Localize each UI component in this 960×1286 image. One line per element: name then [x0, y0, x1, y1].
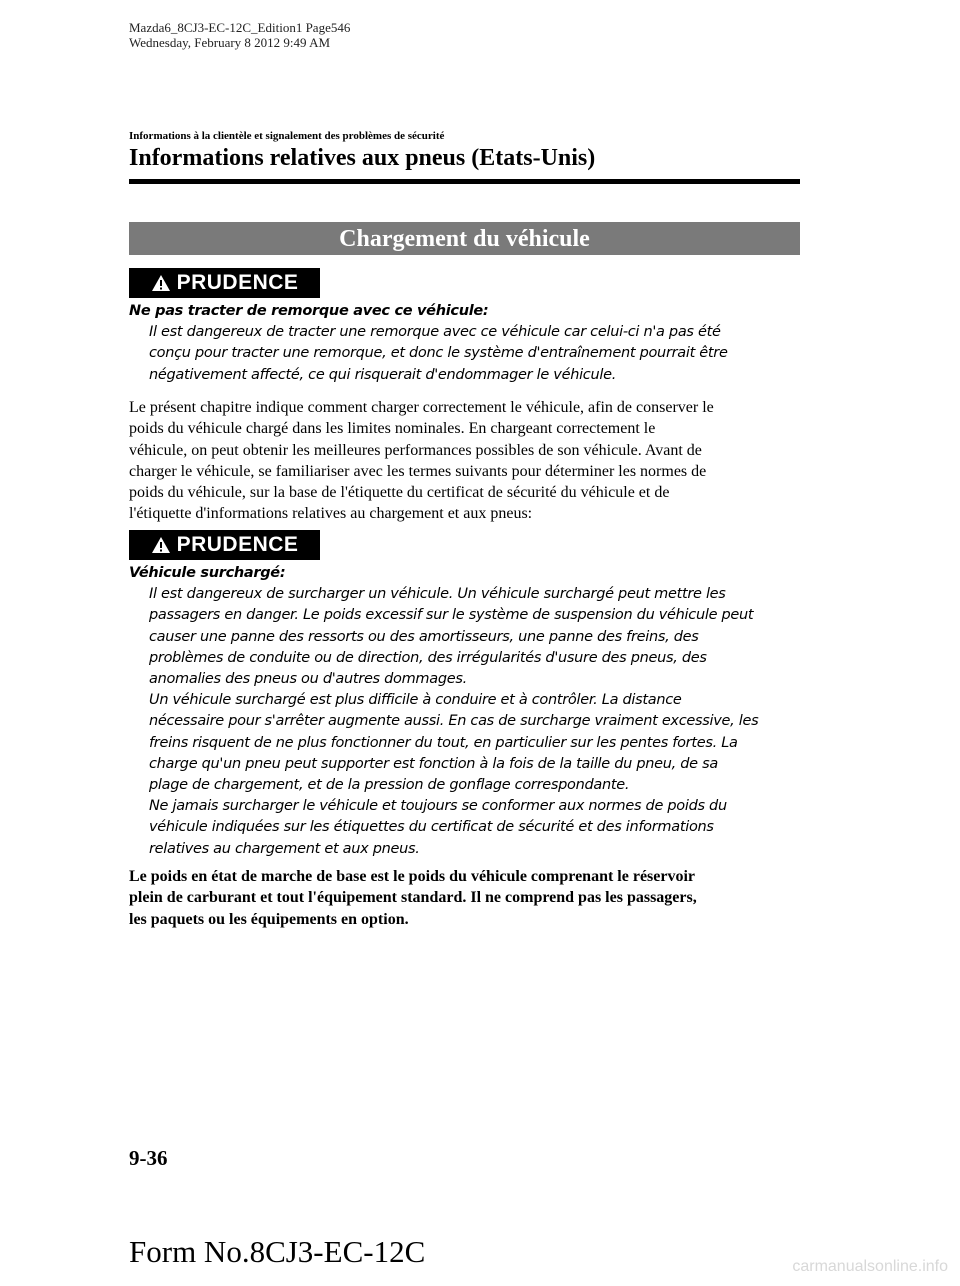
warning-line: nécessaire pour s'arrêter augmente aussi. En cas de surcharge vraiment excessive, les — [149, 713, 759, 730]
caution-label: PRUDENCE — [176, 533, 299, 556]
warning-line: freins risquent de ne plus fonctionner du tout, en particulier sur les pentes fortes. La — [149, 734, 738, 751]
paragraph-line: Le présent chapitre indique comment charger correctement le véhicule, afin de conserver le — [129, 399, 714, 416]
warning-line: charge qu'un pneu peut supporter est fonction à la fois de la taille du pneu, de sa — [149, 755, 718, 772]
paragraph-line: plein de carburant et tout l'équipement standard. Il ne comprend pas les passagers, — [129, 889, 697, 907]
warning-triangle-icon — [151, 536, 171, 554]
paragraph-line: les paquets ou les équipements en option. — [129, 910, 409, 928]
print-meta-line-2: Wednesday, February 8 2012 9:49 AM — [129, 35, 331, 50]
warning-body — [129, 584, 800, 860]
print-metadata — [129, 20, 350, 50]
warning-line: Un véhicule surchargé est plus difficile à conduire et à contrôler. La distance — [149, 692, 682, 709]
warning-line: anomalies des pneus ou d'autres dommages. — [149, 671, 467, 688]
warning-line: véhicule indiquées sur les étiquettes du certificat de sécurité et des informations — [149, 819, 714, 836]
curb-weight-paragraph — [129, 866, 804, 930]
paragraph-line: l'étiquette d'informations relatives au chargement et aux pneus: — [129, 505, 533, 523]
warning-line: causer une panne des ressorts ou des amortisseurs, une panne des freins, des — [149, 628, 699, 645]
caution-label: PRUDENCE — [176, 271, 299, 294]
warning-towing — [129, 301, 800, 386]
form-number: Form No.8CJ3-EC-12C — [129, 1234, 426, 1269]
paragraph-line: véhicule, on peut obtenir les meilleures performances possibles de son véhicule. Avant de — [129, 441, 702, 459]
title-rule — [129, 179, 800, 184]
warning-line: Il est dangereux de surcharger un véhicule. Un véhicule surchargé peut mettre les — [149, 586, 726, 603]
warning-line: négativement affecté, ce qui risquerait d'endommager le véhicule. — [149, 366, 617, 383]
warning-line: passagers en danger. Le poids excessif sur le système de suspension du véhicule peut — [149, 607, 754, 624]
intro-paragraph — [129, 397, 804, 525]
page-number: 9-36 — [129, 1146, 168, 1170]
warning-line: plage de chargement, et de la pression de gonflage correspondante. — [149, 777, 630, 794]
caution-badge — [129, 268, 320, 298]
warning-line: relatives au chargement et aux pneus. — [149, 840, 420, 857]
paragraph-line: Le poids en état de marche de base est le poids du véhicule comprenant le réservoir — [129, 868, 696, 885]
caution-badge — [129, 530, 320, 560]
warning-line: Il est dangereux de tracter une remorque avec ce véhicule car celui-ci n'a pas été — [149, 324, 721, 341]
section-label: Informations à la clientèle et signalement des problèmes de sécurité — [129, 130, 445, 142]
paragraph-line: charger le véhicule, se familiariser avec les termes suivants pour déterminer les normes de — [129, 462, 707, 480]
warning-body — [129, 322, 800, 386]
warning-line: conçu pour tracter une remorque, et donc le système d'entraînement pourrait être — [149, 345, 728, 362]
warning-overload — [129, 563, 800, 860]
watermark: carmanualsonline.info — [792, 1258, 948, 1275]
warning-heading: Ne pas tracter de remorque avec ce véhicule: — [129, 303, 489, 319]
warning-line: Ne jamais surcharger le véhicule et toujours se conformer aux normes de poids du — [149, 798, 727, 815]
paragraph-line: poids du véhicule chargé dans les limites nominales. En chargeant correctement le — [129, 420, 656, 438]
section-title-banner: Chargement du véhicule — [129, 222, 800, 255]
warning-triangle-icon — [151, 274, 171, 292]
chapter-title: Informations relatives aux pneus (Etats-Unis) — [129, 145, 596, 171]
warning-heading: Véhicule surchargé: — [129, 565, 286, 581]
print-meta-line-1: Mazda6_8CJ3-EC-12C_Edition1 Page546 — [129, 20, 351, 35]
paragraph-line: poids du véhicule, sur la base de l'étiquette du certificat de sécurité du véhicule et de — [129, 484, 670, 502]
warning-line: problèmes de conduite ou de direction, des irrégularités d'usure des pneus, des — [149, 649, 707, 666]
